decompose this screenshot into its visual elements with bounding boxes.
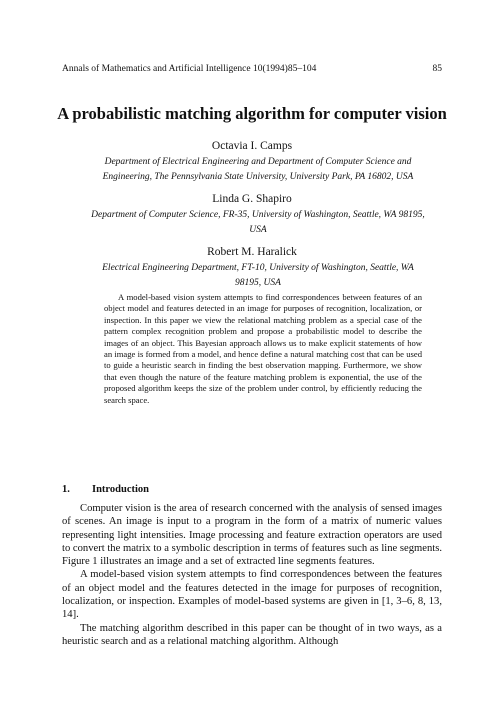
paragraph: Computer vision is the area of research concerned with the analysis of sensed images of scenes. An image is input to a program in the form of a matrix of numeric values representing light intensities. Image processing and feature extraction operators are used to convert the matrix to a symbolic description in terms of features such as line segments. Figure 1 illustrates an image and a set of extracted line segments features.	[62, 503, 442, 568]
paragraph: The matching algorithm described in this paper can be thought of in two ways, as a heuristic search and as a relational matching algorithm. Although	[62, 622, 442, 647]
section-title: Introduction	[92, 484, 149, 495]
running-head	[62, 64, 442, 74]
abstract-text: A model-based vision system attempts to find correspondences between features of an object model and features detected in an image for purposes of recognition, localization, or inspection. In this paper we view the relational matching problem as a special case of the pattern complex recognition problem and propose a probabilistic model to describe the images of an object. This Bayesian approach allows us to make explicit statements of how an image is formed from a model, and hence define a natural matching cost that can be used to guide a heuristic search in finding the best observation mapping. Furthermore, we show that even though the nature of the feature matching problem is exponential, the use of the proposed algorithm keeps the size of the problem under control, by efficiently reducing the search space.	[104, 292, 422, 405]
author-name: Octavia I. Camps	[211, 140, 293, 152]
author-affiliation: Department of Electrical Engineering and Department of Computer Science and Engineering, The Pennsylvania State University, University Park, PA 16802, USA	[102, 157, 414, 182]
author-name: Robert M. Haralick	[207, 246, 297, 258]
section-heading	[62, 484, 149, 495]
author-name: Linda G. Shapiro	[212, 193, 292, 205]
author-affiliation: Department of Computer Science, FR-35, University of Washington, Seattle, WA 98195, USA	[91, 210, 425, 235]
author-affiliation: Electrical Engineering Department, FT-10, University of Washington, Seattle, WA 98195, USA	[102, 263, 414, 288]
journal-citation: Annals of Mathematics and Artificial Intelligence 10(1994)85–104	[62, 64, 317, 74]
section-number: 1.	[62, 484, 70, 495]
body-text	[62, 502, 442, 648]
paper-title: A probabilistic matching algorithm for computer vision	[57, 104, 447, 123]
page-number: 85	[432, 64, 442, 74]
abstract	[104, 292, 422, 406]
paragraph: A model-based vision system attempts to find correspondences between the features of an object model and the features detected in the image for purposes of recognition, localization, or inspection. Examples of model-based systems are given in [1, 3–6, 8, 13, 14].	[62, 569, 442, 621]
